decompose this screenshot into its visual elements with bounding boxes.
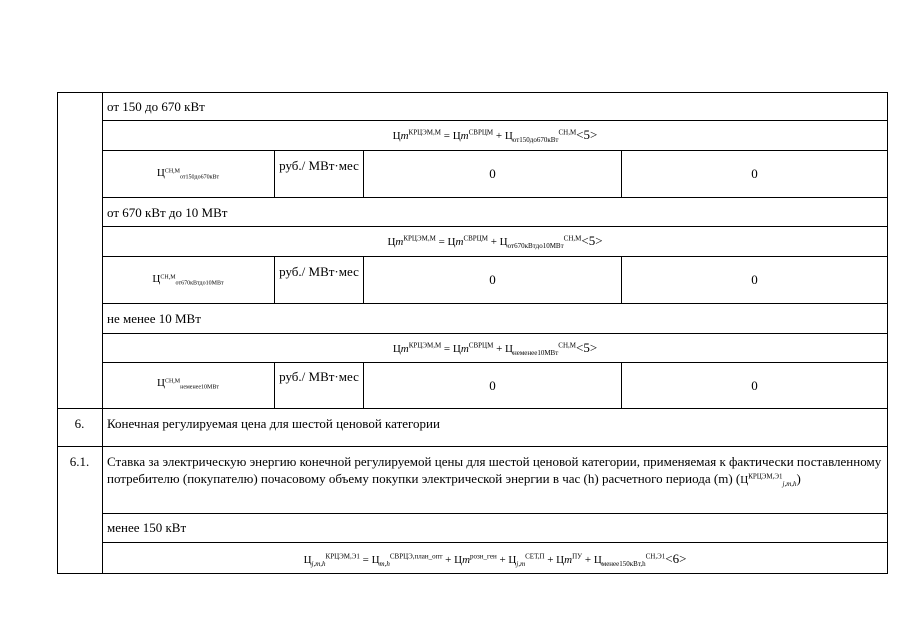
row-line [57,92,888,93]
col-line [57,92,58,574]
symbol-ne-menee-10: $Ц^{СН,М}_{неменее10МВт}$ [157,377,219,391]
row-line [102,303,888,304]
row-line [102,362,888,363]
row-line [102,256,888,257]
row-line [102,226,888,227]
value-cell: 0 [751,378,758,393]
value-cell: 0 [489,272,496,287]
row-line [57,573,888,574]
formula-150-670: $Цm^{КРЦЭМ,М} = Цm^{СВРЦМ} + Ц_{от150до670кВт}^{СН,М}<5>$ [392,127,598,145]
row-line [102,120,888,121]
row-line [102,542,888,543]
formula-menee-150: $Ц_{j,m,h}^{КРЦЭМ,Э1} = Ц_{m,h}^{СВРЦЭ,план\_опт} + Цm^{розн\_ген} + Ц_{j,m}^{СЕТ,П} + Цm^{ПУ} + Ц_{менее150кВт,h}^{СН,Э1}<6>$ [303,551,687,569]
unit-cell: руб./ МВт·мес [279,264,359,279]
row-label-category-6: Конечная регулируемая цена для шестой ценовой категории [107,416,440,431]
unit-cell: руб./ МВт·мес [279,158,359,173]
symbol-670-10: $Ц^{СН,М}_{от670кВтдо10МВт}$ [152,273,224,287]
row-label-ne-menee-10: не менее 10 МВт [107,311,201,326]
row-line [102,197,888,198]
col-line [887,92,888,574]
inline-symbol: $Ц^{КРЦЭМ,Э1}_{j,m,h}$ [740,471,797,488]
value-cell: 0 [751,272,758,287]
row-line [57,446,888,447]
unit-cell: руб./ МВт·мес [279,369,359,384]
row-line [102,333,888,334]
row-line [102,150,888,151]
row-label-670-10: от 670 кВт до 10 МВт [107,205,228,220]
value-cell: 0 [489,166,496,181]
col-line [102,92,103,574]
row-label-150-670: от 150 до 670 кВт [107,99,205,114]
value-cell: 0 [751,166,758,181]
row-number: 6. [74,416,85,431]
row-line [57,408,888,409]
formula-ne-menee-10: $Цm^{КРЦЭМ,М} = Цm^{СВРЦМ} + Ц_{неменее10МВт}^{СН,М}<5>$ [392,340,598,358]
row-label-menee-150: менее 150 кВт [107,520,187,535]
value-cell: 0 [489,378,496,393]
symbol-150-670: $Ц^{СН,М}_{от150до670кВт}$ [156,167,220,181]
row-number: 6.1. [69,454,90,469]
row-line [102,513,888,514]
formula-670-10: $Цm^{КРЦЭМ,М} = Цm^{СВРЦМ} + Ц_{от670кВтдо10МВт}^{СН,М}<5>$ [387,233,603,251]
row-label-stavka: Ставка за электрическую энергию конечной регулируемой цены для шестой ценовой категории, применяемая к фактически поставленному потребителю (покупателю) почасовому объему покупки электрической энергии в час (h) расчетного периода (m) $(Ц^{КРЦЭМ,Э1}_{j,m,h})$ [107,454,882,488]
